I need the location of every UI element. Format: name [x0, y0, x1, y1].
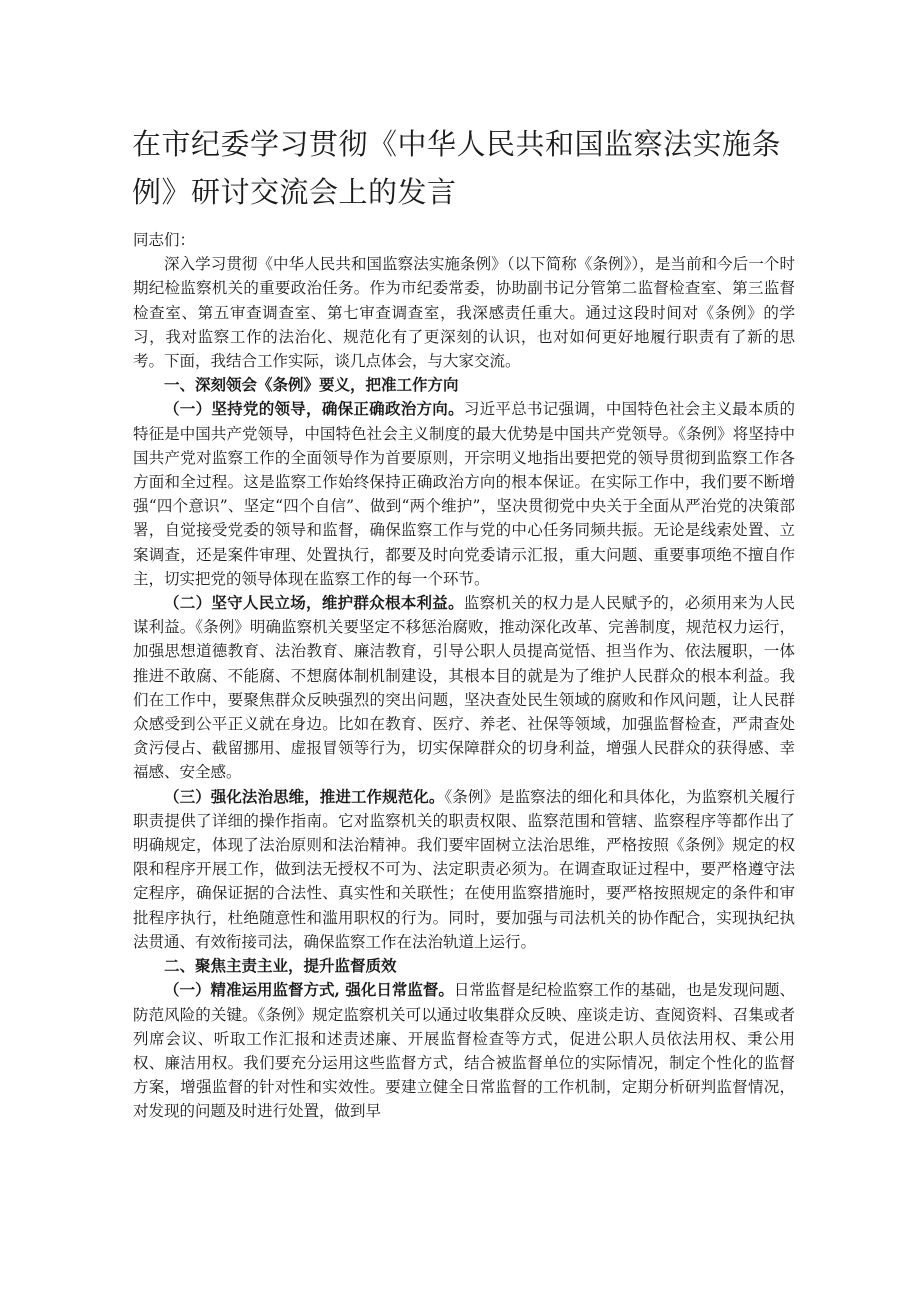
document-title: 在市纪委学习贯彻《中华人民共和国监察法实施条例》研讨交流会上的发言 [132, 127, 782, 209]
intro-paragraph: 深入学习贯彻《中华人民共和国监察法实施条例》（以下简称《条例》），是当前和今后一个时期纪检监察机关的重要政治任务。作为市纪委常委，协助副书记分管第二监督检查室、第三监督检查室、第五审查调查室、第七审查调查室，我深感责任重大。通过这段时间对《条例》的学习，我对监察工作的法治化、规范化有了更深刻的认识，也对如何更好地履行职责有了新的思考。下面，我结合工作实际，谈几点体会，与大家交流。 [133, 255, 795, 371]
subsection-1-2-heading: （二）坚守人民立场，维护群众根本利益。 [164, 593, 464, 613]
subsection-1-1-text: 习近平总书记强调，中国特色社会主义最本质的特征是中国共产党领导，中国特色社会主义制度的最大优势是中国共产党领导。《条例》将坚持中国共产党对监察工作的全面领导作为首要原则，开宗明义地指出要把党的领导贯彻到监察工作各方面和全过程。这是监察工作始终保持正确政治方向的根本保证。在实际工作中，我们要不断增强“四个意识”、坚定“四个自信”、做到“两个维护”，坚决贯彻党中央关于全面从严治党的决策部署，自觉接受党委的领导和监督，确保监察工作与党的中心任务同频共振。无论是线索处置、立案调查，还是案件审理、处置执行，都要及时向党委请示汇报，重大问题、重要事项绝不擅自作主，切实把党的领导体现在监察工作的每一个环节。 [133, 400, 795, 588]
subsection-1-1-heading: （一）坚持党的领导，确保正确政治方向。 [164, 399, 464, 419]
section-1-paragraph-1 [133, 397, 795, 591]
subsection-1-2-text: 监察机关的权力是人民赋予的，必须用来为人民谋利益。《条例》明确监察机关要坚定不移惩治腐败，推动深化改革、完善制度，规范权力运行，加强思想道德教育、法治教育、廉洁教育，引导公职人员提高觉悟、担当作为、依法履职，一体推进不敢腐、不能腐、不想腐体制机制建设，其根本目的就是为了维护人民群众的根本利益。我们在工作中，要聚焦群众反映强烈的突出问题，坚决查处民生领域的腐败和作风问题，让人民群众感受到公平正义就在身边。比如在教育、医疗、养老、社保等领域，加强监督检查，严肃查处贪污侵占、截留挪用、虚报冒领等行为，切实保障群众的切身利益，增强人民群众的获得感、幸福感、安全感。 [133, 594, 795, 782]
section-2-paragraph-1 [133, 978, 795, 1123]
subsection-1-3-text: 《条例》是监察法的细化和具体化，为监察机关履行职责提供了详细的操作指南。它对监察机关的职责权限、监察范围和管辖、监察程序等都作出了明确规定，体现了法治原则和法治精神。我们要牢固树立法治思维，严格按照《条例》规定的权限和程序开展工作，做到法无授权不可为、法定职责必须为。在调查取证过程中，要严格遵守法定程序，确保证据的合法性、真实性和关联性；在使用监察措施时，要严格按照规定的条件和审批程序执行，杜绝随意性和滥用职权的行为。同时，要加强与司法机关的协作配合，实现执纪执法贯通、有效衔接司法，确保监察工作在法治轨道上运行。 [133, 787, 795, 951]
section-2-heading: 二、聚焦主责主业，提升监督质效 [164, 956, 397, 976]
section-1-paragraph-3 [133, 785, 795, 954]
subsection-2-1-text: 日常监督是纪检监察工作的基础，也是发现问题、防范风险的关键。《条例》规定监察机关可以通过收集群众反映、座谈走访、查阅资料、召集或者列席会议、听取工作汇报和述责述廉、开展监督检查等方式，促进公职人员依法用权、秉公用权、廉洁用权。我们要充分运用这些监督方式，结合被监督单位的实际情况，制定个性化的监督方案，增强监督的针对性和实效性。要建立健全日常监督的工作机制，定期分析研判监督情况，对发现的问题及时进行处置，做到早 [133, 981, 795, 1121]
greeting: 同志们： [133, 231, 196, 249]
section-1-heading: 一、深刻领会《条例》要义，把准工作方向 [164, 375, 459, 395]
document-body [133, 228, 795, 1124]
subsection-1-3-heading: （三）强化法治思维，推进工作规范化。 [164, 786, 445, 806]
subsection-2-1-heading: （一）精准运用监督方式, 强化日常监督。 [164, 980, 454, 1000]
section-1-paragraph-2 [133, 591, 795, 785]
